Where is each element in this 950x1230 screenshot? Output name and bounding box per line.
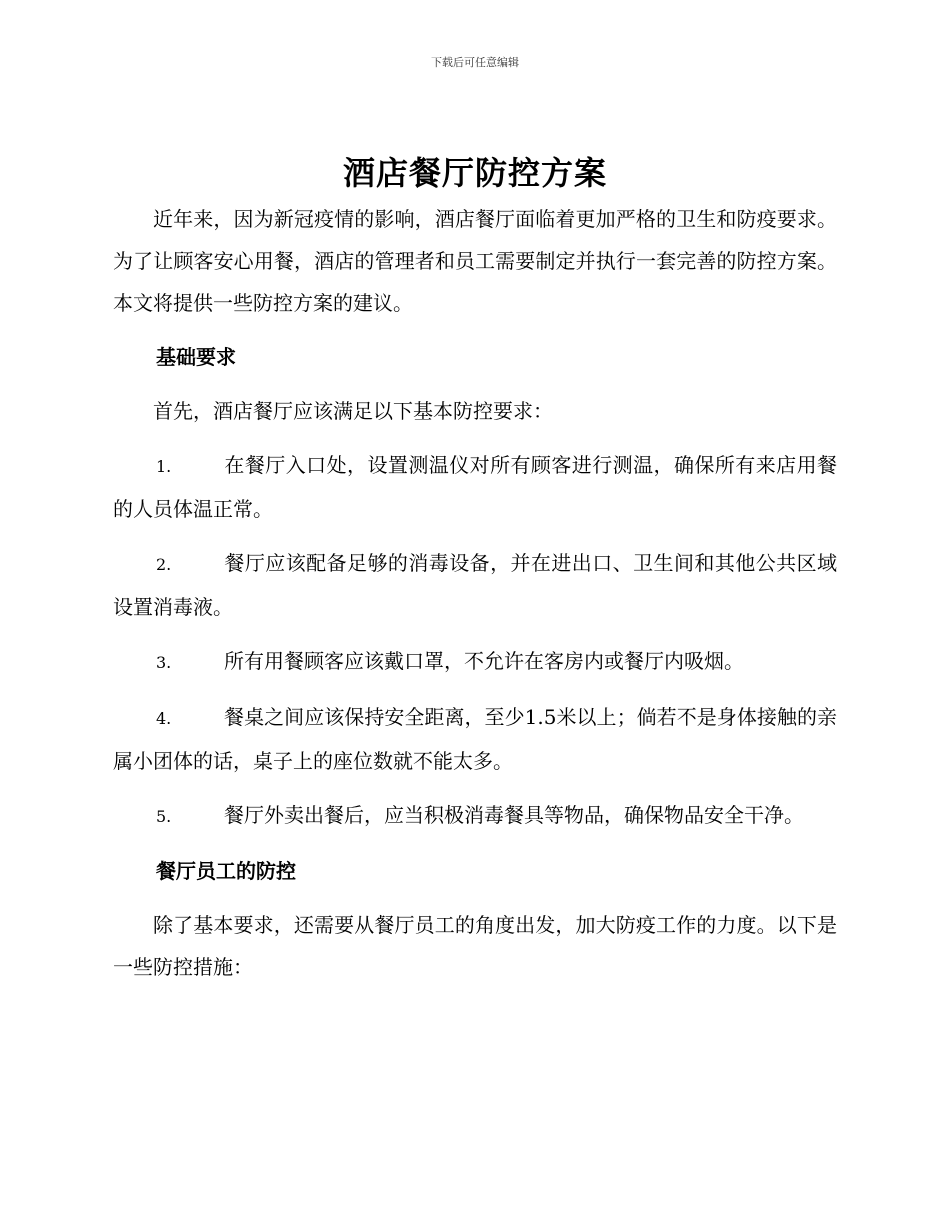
list-item	[113, 640, 837, 684]
list-item	[113, 542, 837, 628]
section-basic-lead: 首先，酒店餐厅应该满足以下基本防控要求：	[153, 399, 553, 423]
list-item-number: 2.	[156, 555, 172, 574]
list-item	[113, 696, 837, 782]
list-item-number: 3.	[156, 653, 172, 672]
list-item-number: 5.	[156, 807, 172, 826]
section-staff-lead: 除了基本要求，还需要从餐厅员工的角度出发，加大防疫工作的力度。以下是一些防控措施：	[113, 913, 837, 979]
list-item	[113, 444, 837, 530]
document-title: 酒店餐厅防控方案	[342, 154, 607, 192]
list-item-number: 4.	[156, 709, 172, 728]
list-item-number: 1.	[156, 457, 172, 476]
list-item-text: 所有用餐顾客应该戴口罩，不允许在客房内或餐厅内吸烟。	[224, 649, 744, 673]
list-item-text: 餐厅外卖出餐后，应当积极消毒餐具等物品，确保物品安全干净。	[224, 803, 804, 827]
intro-paragraph: 近年来，因为新冠疫情的影响，酒店餐厅面临着更加严格的卫生和防疫要求。为了让顾客安心用餐，酒店的管理者和员工需要制定并执行一套完善的防控方案。本文将提供一些防控方案的建议。	[113, 207, 837, 315]
section-heading-basic: 基础要求	[156, 345, 236, 369]
list-item-text: 餐厅应该配备足够的消毒设备，并在进出口、卫生间和其他公共区域设置消毒液。	[113, 551, 837, 619]
list-item-text: 在餐厅入口处，设置测温仪对所有顾客进行测温，确保所有来店用餐的人员体温正常。	[113, 453, 837, 521]
list-item-text: 餐桌之间应该保持安全距离，至少1.5米以上；倘若不是身体接触的亲属小团体的话，桌子上的座位数就不能太多。	[113, 705, 837, 773]
list-item	[113, 794, 837, 838]
section-heading-staff: 餐厅员工的防控	[156, 859, 296, 883]
header-note: 下载后可任意编辑	[431, 56, 519, 69]
document-body	[113, 198, 837, 988]
